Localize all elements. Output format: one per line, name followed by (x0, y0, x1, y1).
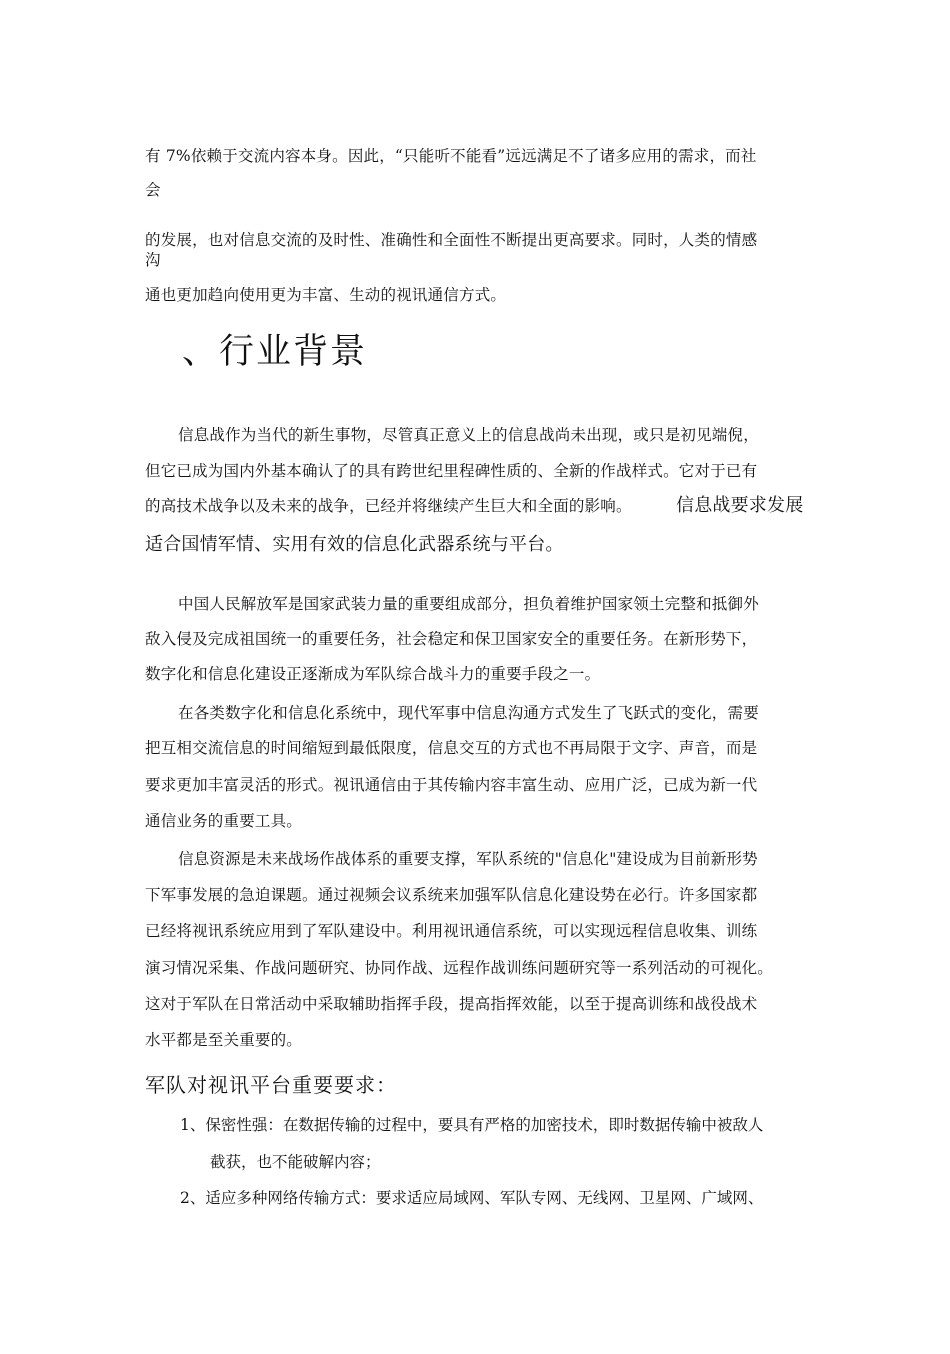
para4-line-3: 已经将视讯系统应用到了军队建设中。利用视讯通信系统，可以实现远程信息收集、训练 (145, 922, 758, 940)
requirement-1-line-1: 1、保密性强：在数据传输的过程中，要具有严格的加密技术，即时数据传输中被敌人 (180, 1116, 764, 1134)
para3-line-4: 通信业务的重要工具。 (145, 812, 303, 830)
para1-line-4: 适合国情军情、实用有效的信息化武器系统与平台。 (145, 534, 564, 555)
para3-line-2: 把互相交流信息的时间缩短到最低限度，信息交互的方式也不再局限于文字、声音，而是 (145, 739, 758, 757)
para4-line-5: 这对于军队在日常活动中采取辅助指挥手段，提高指挥效能，以至于提高训练和战役战术 (145, 995, 758, 1013)
para4-line-1: 信息资源是未来战场作战体系的重要支撑，军队系统的"信息化"建设成为目前新形势 (178, 850, 758, 868)
para2-line-2: 敌入侵及完成祖国统一的重要任务，社会稳定和保卫国家安全的重要任务。在新形势下， (145, 630, 758, 648)
intro-line-3: 的发展，也对信息交流的及时性、准确性和全面性不断提出更高要求。同时，人类的情感 (145, 231, 758, 249)
intro-line-5: 通也更加趋向使用更为丰富、生动的视讯通信方式。 (145, 286, 507, 304)
para1-line-1: 信息战作为当代的新生事物，尽管真正意义上的信息战尚未出现，或只是初见端倪， (178, 426, 759, 444)
section-heading: 、行业背景 (182, 332, 368, 372)
intro-line-4: 沟 (145, 251, 161, 269)
para2-line-1: 中国人民解放军是国家武装力量的重要组成部分，担负着维护国家领土完整和抵御外 (178, 595, 759, 613)
para3-line-1: 在各类数字化和信息化系统中，现代军事中信息沟通方式发生了飞跃式的变化，需要 (178, 704, 759, 722)
para2-line-3: 数字化和信息化建设正逐渐成为军队综合战斗力的重要手段之一。 (145, 665, 601, 683)
para1-line-3-tail: 信息战要求发展 (676, 495, 804, 516)
requirement-1-line-2: 截获，也不能破解内容； (210, 1153, 381, 1171)
para4-line-4: 演习情况采集、作战问题研究、协同作战、远程作战训练问题研究等一系列活动的可视化。 (145, 959, 774, 977)
intro-line-2: 会 (145, 181, 161, 199)
para1-line-3: 的高技术战争以及未来的战争，已经并将继续产生巨大和全面的影响。 (145, 497, 632, 515)
para1-line-2: 但它已成为国内外基本确认了的具有跨世纪里程碑性质的、全新的作战样式。它对于已有 (145, 462, 758, 480)
intro-line-1: 有 7%依赖于交流内容本身。因此，“只能听不能看”远远满足不了诸多应用的需求，而社 (145, 147, 757, 165)
requirements-heading: 军队对视讯平台重要要求： (145, 1073, 397, 1097)
requirement-2-line-1: 2、适应多种网络传输方式：要求适应局域网、军队专网、无线网、卫星网、广域网、 (180, 1189, 764, 1207)
para3-line-3: 要求更加丰富灵活的形式。视讯通信由于其传输内容丰富生动、应用广泛，已成为新一代 (145, 776, 758, 794)
para4-line-2: 下军事发展的急迫课题。通过视频会议系统来加强军队信息化建设势在必行。许多国家都 (145, 886, 758, 904)
para4-line-6: 水平都是至关重要的。 (145, 1031, 303, 1049)
